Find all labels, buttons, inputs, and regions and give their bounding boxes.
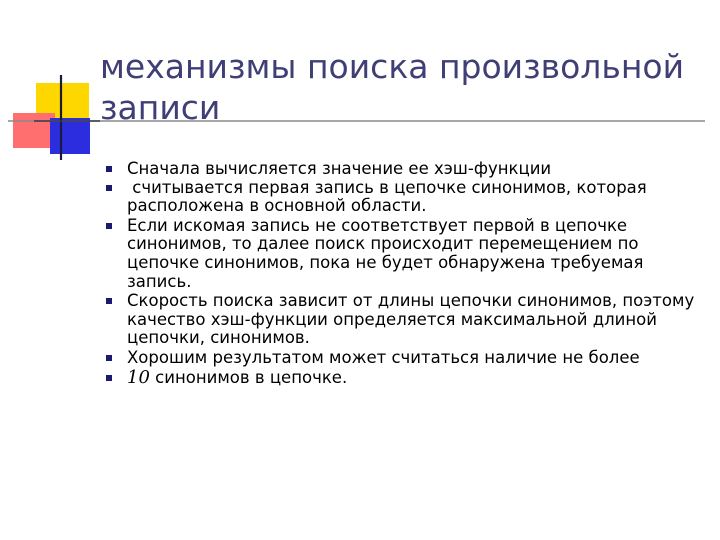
square-bullet-icon (106, 298, 112, 304)
bullet-text: Если искомая запись не соответствует первой в цепочке синонимов, то далее поиск происходит перемещением по цепочке синонимов, пока не будет обнаружена требуемая запись. (127, 215, 644, 291)
square-bullet-icon (106, 223, 112, 229)
bullet-text: Сначала вычисляется значение ее хэш-функции (127, 159, 552, 178)
square-bullet-icon (106, 185, 112, 191)
bullet-list (106, 160, 706, 387)
synonym-count: 10 (127, 366, 150, 388)
bullet-text: Хорошим результатом может считаться наличие не более (127, 347, 640, 367)
square-bullet-icon (106, 166, 112, 172)
bullet-text: считывается первая запись в цепочке синонимов, которая расположена в основной области. (127, 177, 652, 216)
bullet-item (106, 160, 706, 179)
blue-square (50, 118, 90, 154)
slide-title: механизмы поиска произвольной записи (100, 47, 685, 127)
bullet-item (106, 179, 706, 216)
bullet-item (106, 366, 706, 388)
bullet-item (106, 217, 706, 291)
bullet-item (106, 292, 706, 348)
bullet-item (106, 349, 706, 368)
bullet-text: Скорость поиска зависит от длины цепочки синонимов, поэтому качество хэш-функции определяется максимальной длиной цепочки, синонимов. (127, 291, 695, 348)
bullet-text: синонимов в цепочке. (149, 367, 348, 387)
red-square (13, 113, 55, 148)
square-bullet-icon (106, 375, 112, 381)
square-bullet-icon (106, 355, 112, 361)
